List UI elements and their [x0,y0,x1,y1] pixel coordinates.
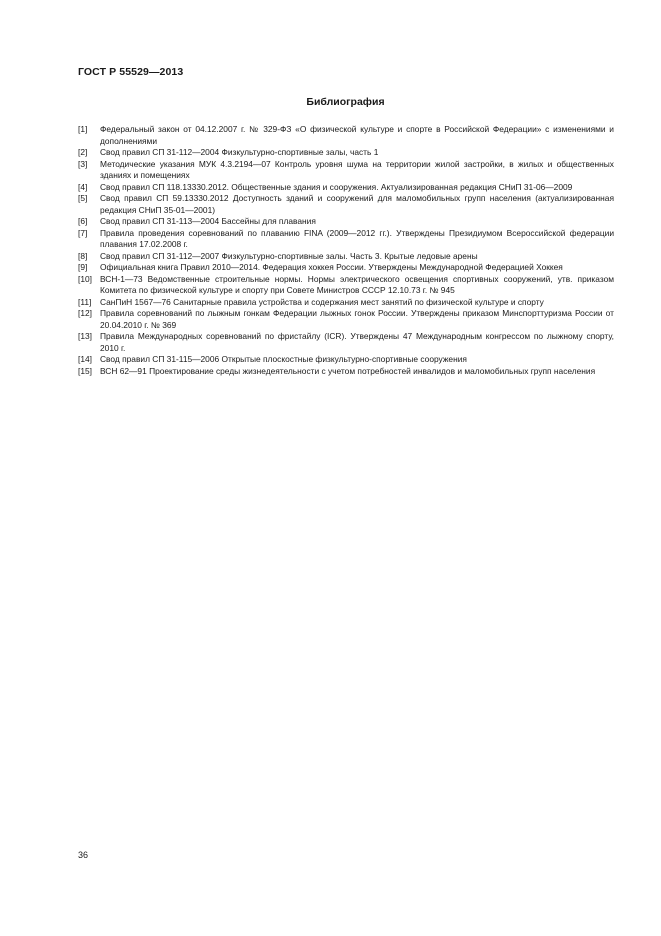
page-number: 36 [78,850,89,860]
bibliography-entry [78,228,614,251]
entry-text: Свод правил СП 31-112—2007 Физкультурно-спортивные залы. Часть 3. Крытые ледовые арены [100,250,478,261]
entry-text: ВСН 62—91 Проектирование среды жизнедеятельности с учетом потребностей инвалидов и маломобильных групп населения [100,365,596,376]
entry-text: СанПиН 1567—76 Санитарные правила устройства и содержания мест занятий по физической культуре и спорту [100,296,544,307]
entry-number: [15] [78,365,92,376]
bibliography-entry [78,251,614,263]
entry-text: Свод правил СП 59.13330.2012 Доступность зданий и сооружений для маломобильных групп населения (актуализированная редакция СНиП 35-01—2001) [100,193,614,215]
bibliography-entry [78,182,614,194]
entry-number: [9] [78,262,88,272]
entry-number: [5] [78,193,88,203]
bibliography-list [78,124,614,377]
bibliography-entry [78,354,614,366]
bibliography-title: Библиография [306,96,385,108]
bibliography-entry [78,124,614,147]
entry-number: [10] [78,273,92,284]
bibliography-entry [78,193,614,216]
bibliography-entry [78,331,614,354]
entry-number: [13] [78,331,92,341]
entry-number: [2] [78,147,88,157]
entry-number: [11] [78,296,92,307]
bibliography-entry [78,159,614,182]
entry-number: [6] [78,216,88,226]
bibliography-entry [78,147,614,159]
entry-text: Свод правил СП 31-115—2006 Открытые плоскостные физкультурно-спортивные сооружения [100,354,467,364]
entry-text: Свод правил СП 31-113—2004 Бассейны для плавания [100,216,316,226]
entry-text: Официальная книга Правил 2010—2014. Федерация хоккея России. Утверждены Международной Федерацией Хоккея [100,262,563,272]
entry-number: [7] [78,227,88,238]
document-code-header: ГОСТ Р 55529—2013 [78,66,184,78]
entry-number: [14] [78,354,92,364]
entry-text: Свод правил СП 118.13330.2012. Общественные здания и сооружения. Актуализированная редакция СНиП 31-06—2009 [100,181,573,192]
entry-text: Методические указания МУК 4.3.2194—07 Контроль уровня шума на территории жилой застройки, в жилых и общественных зданиях и помещениях [100,158,614,180]
entry-number: [4] [78,181,88,192]
entry-text: Правила проведения соревнований по плаванию FINA (2009—2012 гг.). Утверждены Президиумом Всероссийской федерации плавания 17.02.2008 г. [100,227,614,249]
entry-text: Федеральный закон от 04.12.2007 г. № 329-ФЗ «О физической культуре и спорте в Российской Федерации» с изменениями и дополнениями [100,124,614,146]
bibliography-entry [78,308,614,331]
entry-number: [3] [78,158,88,169]
entry-number: [12] [78,308,92,318]
entry-text: Свод правил СП 31-112—2004 Физкультурно-спортивные залы, часть 1 [100,147,379,157]
bibliography-entry [78,366,614,378]
entry-text: Правила соревнований по лыжным гонкам Федерации лыжных гонок России. Утверждены приказом Минспорттуризма России от 20.04.2010 г. № 369 [100,308,614,330]
entry-text: ВСН-1—73 Ведомственные строительные нормы. Нормы электрического освещения спортивных сооружений, утв. приказом Комитета по физической культуре и спорту при Совете Министров СССР 12.10.73 г. № 945 [100,273,614,295]
entry-text: Правила Международных соревнований по фристайлу (ICR). Утверждены 47 Международным конгрессом по лыжному спорту, 2010 г. [100,331,614,353]
bibliography-entry [78,297,614,309]
bibliography-entry [78,216,614,228]
bibliography-entry [78,274,614,297]
bibliography-entry [78,262,614,274]
entry-number: [1] [78,124,88,134]
entry-number: [8] [78,250,88,261]
